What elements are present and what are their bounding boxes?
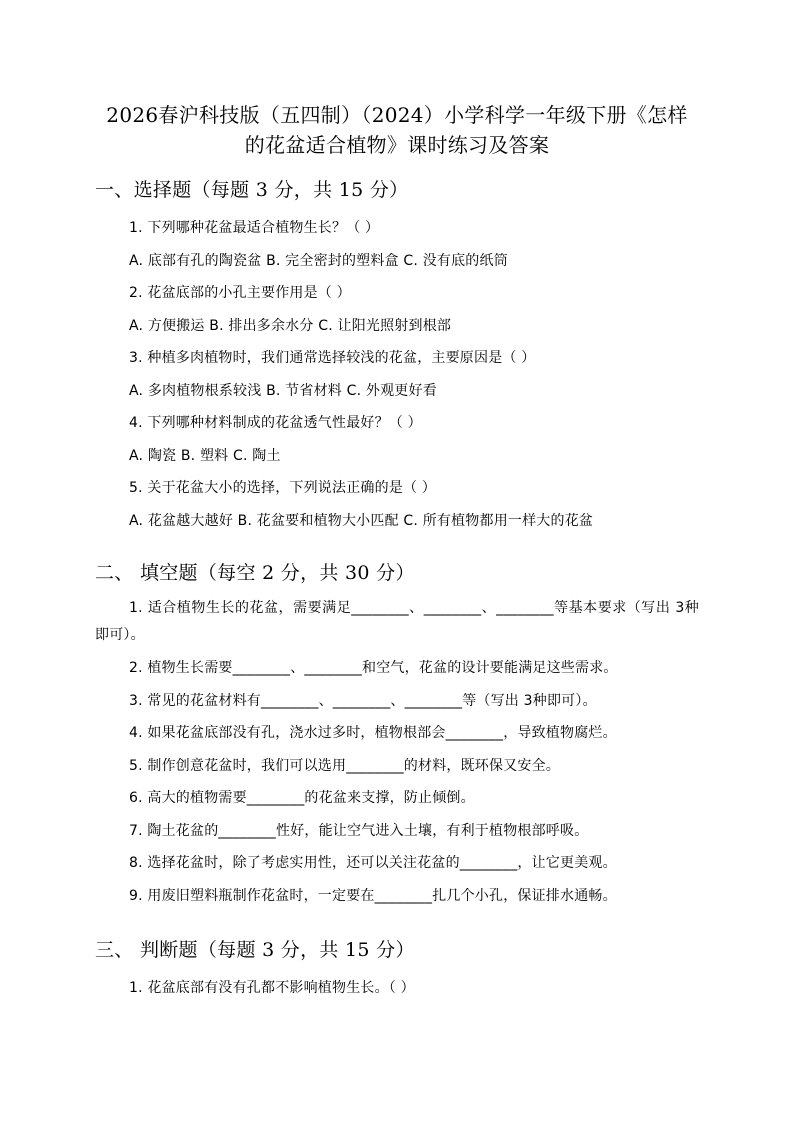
question-item: 8. 选择花盆时，除了考虑实用性，还可以关注花盆的________，让它更美观。 [129,855,617,871]
question-item: 1. 花盆底部有没有孔都不影响植物生长。（ ） [129,980,415,996]
title-line-1: 2026春沪科技版（五四制）（2024）小学科学一年级下册《怎样 [106,103,688,127]
title-line-2: 的花盆适合植物》课时练习及答案 [244,133,550,157]
document-title [95,100,699,160]
question-options: A. 方便搬运 B. 排出多余水分 C. 让阳光照射到根部 [129,317,452,334]
section-heading-choice: 一、选择题（每题 3 分，共 15 分） [95,179,409,201]
question-item: 1. 下列哪种花盆最适合植物生长？（ ） [129,220,380,236]
section-heading-true-false: 三、 判断题（每题 3 分，共 15 分） [95,939,415,961]
question-item: 2. 花盆底部的小孔主要作用是（ ） [129,285,351,301]
question-options: A. 陶瓷 B. 塑料 C. 陶土 [129,447,281,464]
question-item: 4. 如果花盆底部没有孔，浇水过多时，植物根部会________，导致植物腐烂。 [129,725,617,741]
question-item: 5. 制作创意花盆时，我们可以选用________的材料，既环保又安全。 [129,757,561,774]
section-heading-fill-blank: 二、 填空题（每空 2 分，共 30 分） [95,562,415,584]
choice-questions [95,212,699,537]
question-item: 9. 用废旧塑料瓶制作花盆时，一定要在________扎几个小孔，保证排水通畅。 [129,887,617,904]
question-item: 3. 种植多肉植物时，我们通常选择较浅的花盆，主要原因是（ ） [129,350,536,366]
question-item: 7. 陶土花盆的________性好，能让空气进入土壤，有利于植物根部呼吸。 [129,822,589,839]
question-options: A. 花盆越大越好 B. 花盆要和植物大小匹配 C. 所有植物都用一样大的花盆 [129,512,594,529]
fill-blank-questions [95,595,699,912]
question-item: 2. 植物生长需要________、________和空气，花盆的设计要能满足这些需求。 [129,660,618,676]
question-item: 5. 关于花盆大小的选择，下列说法正确的是（ ） [129,480,437,496]
true-false-questions [95,972,699,1005]
question-item: 6. 高大的植物需要________的花盆来支撑，防止倾倒。 [129,790,475,806]
question-item: 4. 下列哪种材料制成的花盆透气性最好？（ ） [129,415,422,431]
question-options: A. 多肉植物根系较浅 B. 节省材料 C. 外观更好看 [129,382,437,399]
question-item: 3. 常见的花盆材料有________、________、________等（写出 3种即可）。 [129,692,597,709]
question-item: 1. 适合植物生长的花盆，需要满足________、________、________等基本要求（写出 3种即可）。 [95,600,699,643]
question-options: A. 底部有孔的陶瓷盆 B. 完全密封的塑料盒 C. 没有底的纸筒 [129,252,508,269]
